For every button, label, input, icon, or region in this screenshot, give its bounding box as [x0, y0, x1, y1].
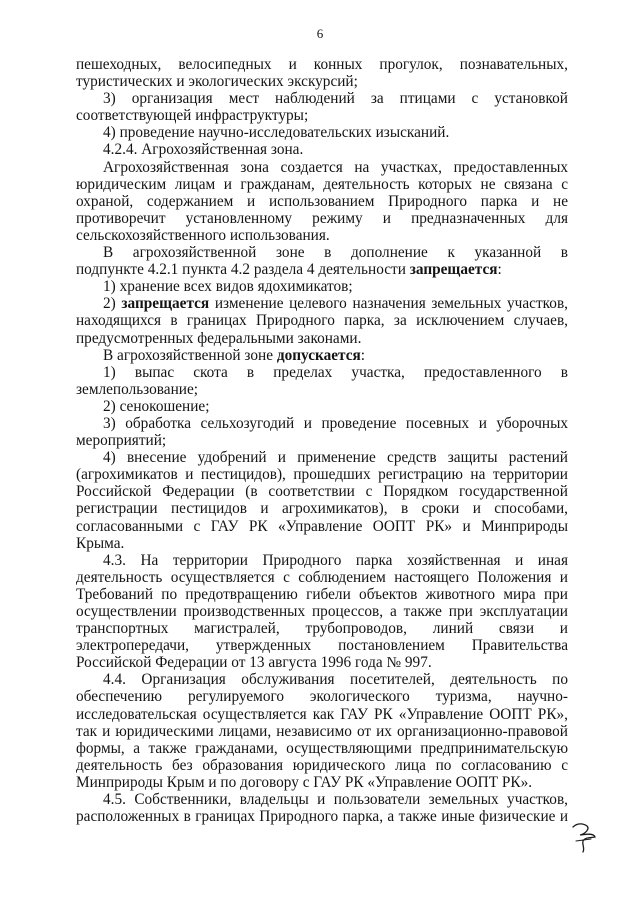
document-body: [76, 56, 568, 825]
text-line: Российской Федерации от 13 августа 1996 года № 997.: [76, 654, 432, 672]
text-line: мероприятий;: [76, 432, 167, 450]
paragraph: [76, 278, 568, 295]
text-line: регистрации пестицидов и агрохимикатов), в сроки и способами,: [76, 500, 568, 518]
text-line: Агрохозяйственная зона создается на участках, предоставленных: [103, 158, 568, 176]
paragraph: [76, 791, 568, 825]
paragraph: [76, 671, 568, 791]
text-line: так и юридическими лицами, независимо от их организационно-правовой: [76, 722, 568, 740]
text-line: туристических и экологических экскурсий;: [76, 73, 358, 91]
text-line: 2) запрещается изменение целевого назначения земельных участков,: [103, 295, 568, 313]
text-line: противоречит установленному режиму и предназначенных для: [76, 209, 568, 227]
text-line: осуществлении производственных процессов, а также при эксплуатации: [76, 603, 568, 620]
text-line: деятельность осуществляется с соблюдением настоящего Положения и: [76, 568, 568, 586]
paragraph: [76, 398, 568, 415]
paragraph: [76, 159, 568, 244]
text-line: В агрохозяйственной зоне допускается:: [103, 346, 366, 364]
text-line: 4) проведение научно-исследовательских изысканий.: [103, 124, 450, 142]
text-line: 4) внесение удобрений и применение средств защиты растений: [103, 449, 568, 467]
text-line: Крыма.: [76, 534, 125, 552]
paragraph: [76, 552, 568, 672]
text-line: пешеходных, велосипедных и конных прогулок, познавательных,: [76, 56, 568, 73]
text-line: деятельность без образования юридического лица по согласованию с: [76, 756, 568, 774]
paragraph: [76, 347, 568, 364]
paragraph: [76, 244, 568, 278]
text-line: Требований по предотвращению гибели объектов животного мира при: [76, 585, 568, 603]
paragraph: [76, 141, 568, 158]
text-line: сельскохозяйственного использования.: [76, 226, 330, 244]
text-line: 2) сенокошение;: [103, 397, 210, 415]
paragraph: [76, 364, 568, 398]
text-line: 4.2.4. Агрохозяйственная зона.: [103, 141, 304, 159]
text-line: 1) выпас скота в пределах участка, предоставленного в: [103, 363, 568, 381]
text-line: 4.4. Организация обслуживания посетителей, деятельность по: [103, 671, 568, 689]
text-line: 4.3. На территории Природного парка хозяйственная и иная: [103, 551, 568, 569]
text-line: расположенных в границах Природного парка, а также иные физические и: [76, 808, 568, 826]
text-line: соответствующей инфраструктуры;: [76, 107, 309, 125]
emphasized-keyword: допускается: [276, 346, 361, 364]
text-line: охраной, содержанием и использованием Природного парка и не: [76, 192, 568, 210]
text-line: подпункте 4.2.1 пункта 4.2 раздела 4 деятельности запрещается:: [76, 261, 502, 279]
text-line: землепользование;: [76, 380, 199, 398]
text-line: Российской Федерации (в соответствии с Порядком государственной: [76, 483, 568, 501]
text-line: согласованными с ГАУ РК «Управление ООПТ РК» и Минприроды: [76, 517, 568, 535]
handwritten-initial-signature: [567, 817, 601, 857]
emphasized-keyword: запрещается: [409, 261, 498, 279]
text-line: 4.5. Собственники, владельцы и пользователи земельных участков,: [103, 791, 568, 809]
text-line: юридическим лицам и гражданам, деятельность которых не связана с: [76, 175, 568, 193]
page-number: 6: [316, 26, 324, 41]
paragraph: [76, 415, 568, 449]
text-line: 3) организация мест наблюдений за птицами с установкой: [103, 90, 568, 108]
text-line: обеспечению регулируемого экологического туризма, научно-: [76, 688, 568, 706]
paragraph: [76, 56, 568, 90]
text-line: 1) хранение всех видов ядохимикатов;: [103, 278, 353, 296]
text-line: (агрохимикатов и пестицидов), прошедших регистрацию на территории: [76, 466, 568, 484]
text-line: электропередачи, утвержденных постановлением Правительства: [76, 637, 568, 655]
text-line: формы, а также гражданами, осуществляющими предпринимательскую: [76, 739, 568, 757]
paragraph: [76, 90, 568, 124]
text-line: 3) обработка сельхозугодий и проведение посевных и уборочных: [103, 414, 568, 432]
text-line: транспортных магистралей, трубопроводов, линий связи и: [76, 620, 568, 638]
paragraph: [76, 295, 568, 346]
text-line: находящихся в границах Природного парка, за исключением случаев,: [76, 312, 568, 330]
text-line: В агрохозяйственной зоне в дополнение к указанной в: [103, 244, 568, 262]
paragraph: [76, 449, 568, 552]
text-line: предусмотренных федеральными законами.: [76, 329, 362, 347]
text-line: Минприроды Крым и по договору с ГАУ РК «Управление ООПТ РК».: [76, 773, 533, 791]
text-line: исследовательская осуществляется как ГАУ РК «Управление ООПТ РК»,: [76, 705, 568, 723]
emphasized-keyword: запрещается: [121, 295, 210, 313]
paragraph: [76, 124, 568, 141]
